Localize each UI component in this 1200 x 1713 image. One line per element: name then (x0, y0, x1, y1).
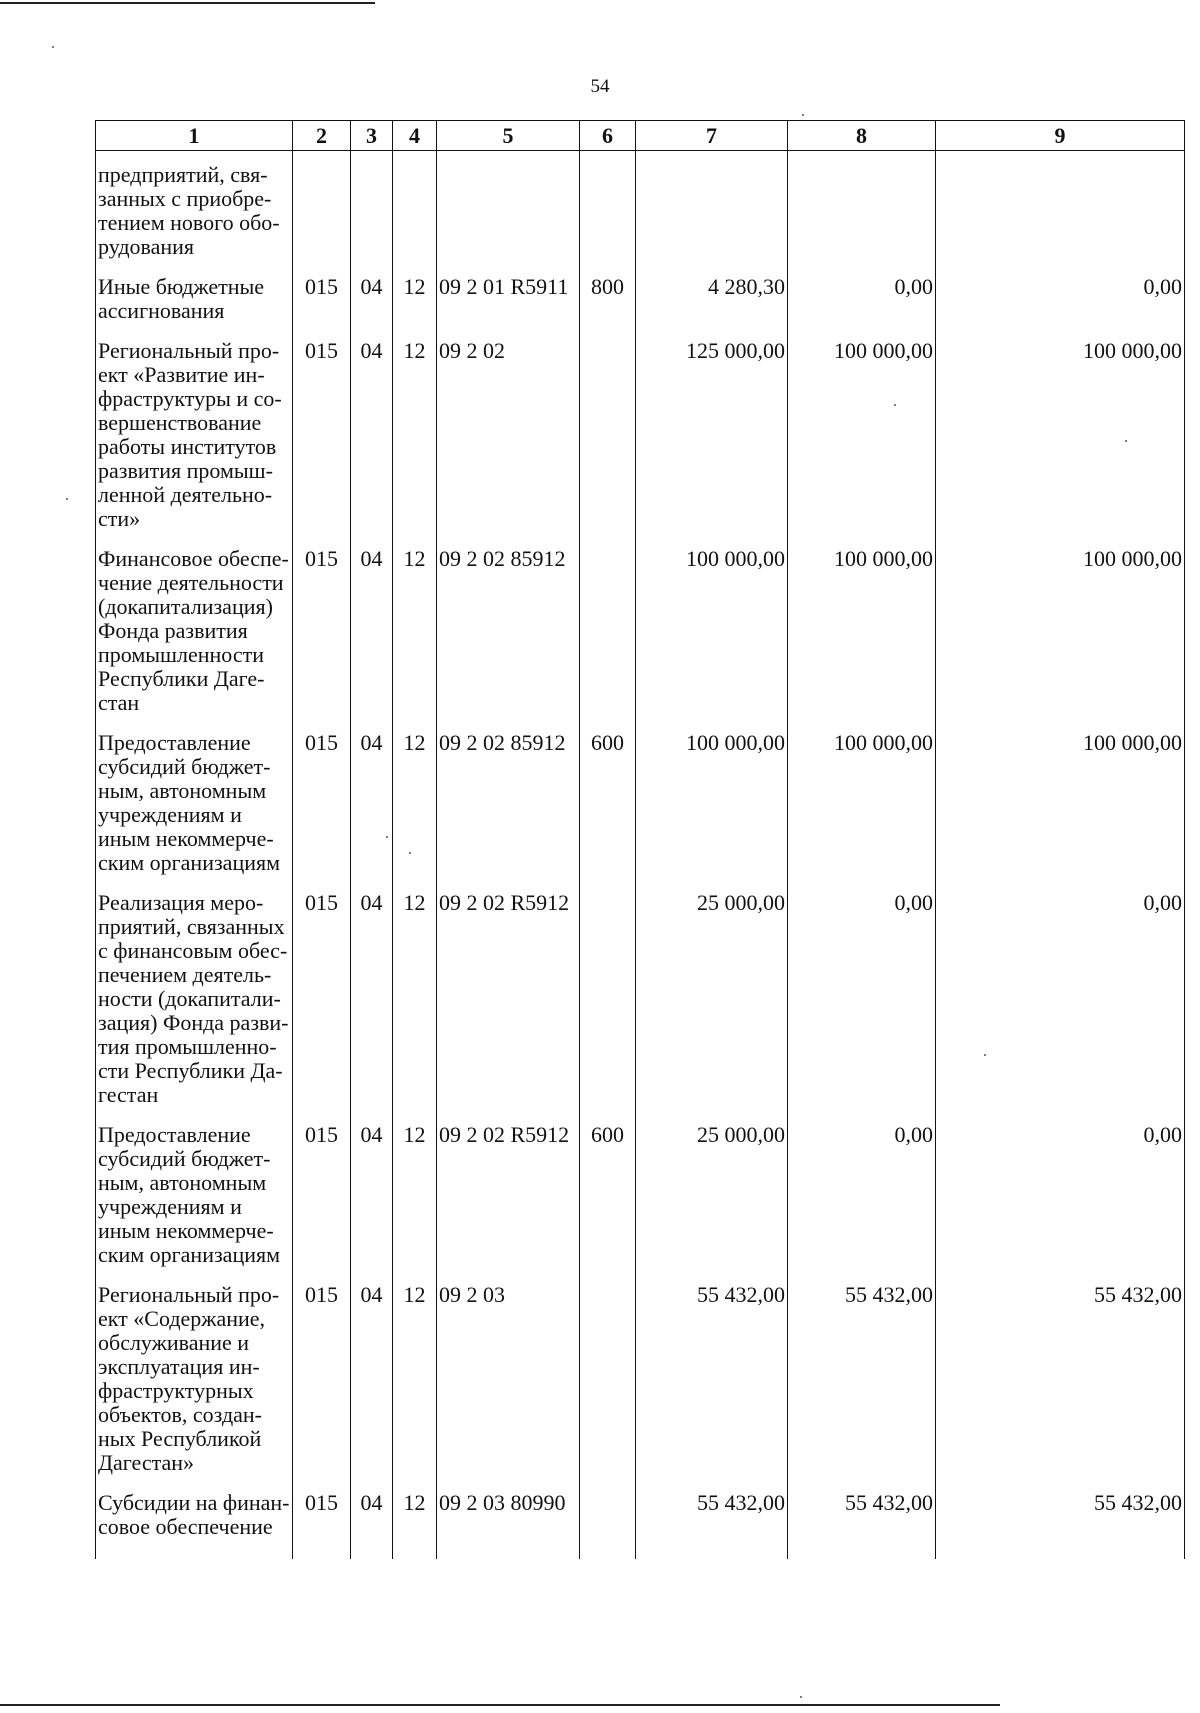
cell-section: 04 (351, 547, 393, 731)
cell-subsection: 12 (393, 891, 437, 1123)
cell-subsection: 12 (393, 339, 437, 547)
cell-section: 04 (351, 1283, 393, 1491)
scan-speck (1125, 440, 1127, 442)
cell-name: Предоставление субсидий бюджет- ным, автономным учреждениям и иным некоммерче- ским организациям (96, 1123, 293, 1283)
cell-target-article: 09 2 02 85912 (437, 731, 580, 891)
cell-name: Финансовое обеспе- чение деятельности (докапитализация) Фонда развития промышленности Республики Даге- стан (96, 547, 293, 731)
column-header: 3 (351, 121, 393, 151)
cell-target-article: 09 2 02 R5912 (437, 1123, 580, 1283)
cell-amount-col8: 0,00 (788, 891, 936, 1123)
cell-target-article: 09 2 02 R5912 (437, 891, 580, 1123)
cell-section: 04 (351, 275, 393, 339)
cell-amount-col8: 55 432,00 (788, 1491, 936, 1559)
scan-speck (66, 498, 68, 500)
column-header: 4 (393, 121, 437, 151)
cell-target-article: 09 2 01 R5911 (437, 275, 580, 339)
scan-speck (802, 114, 804, 116)
cell-expense-type: 600 (580, 1123, 636, 1283)
cell-amount-col9: 55 432,00 (936, 1283, 1185, 1491)
cell-expense-type (580, 1283, 636, 1491)
scan-speck (984, 1054, 986, 1056)
column-header: 5 (437, 121, 580, 151)
cell-ministry-code (293, 151, 351, 276)
cell-ministry-code: 015 (293, 1283, 351, 1491)
scan-edge-line-top (0, 2, 375, 4)
table-row (96, 275, 1185, 339)
cell-amount-col8: 100 000,00 (788, 339, 936, 547)
cell-amount-col8: 100 000,00 (788, 731, 936, 891)
table-row (96, 547, 1185, 731)
table-row (96, 1283, 1185, 1491)
cell-amount-col9: 100 000,00 (936, 547, 1185, 731)
cell-name: Реализация меро- приятий, связанных с финансовым обес- печением деятель- ности (докапитали- зация) Фонда разви- тия промышленно- сти Республики Да- гестан (96, 891, 293, 1123)
cell-amount-col7: 100 000,00 (636, 547, 788, 731)
table-body (96, 151, 1185, 1560)
cell-amount-col8: 100 000,00 (788, 547, 936, 731)
budget-table (95, 120, 1185, 1559)
cell-ministry-code: 015 (293, 1123, 351, 1283)
table-row (96, 151, 1185, 276)
cell-expense-type (580, 547, 636, 731)
cell-target-article (437, 151, 580, 276)
scan-speck (409, 852, 411, 854)
column-header: 1 (96, 121, 293, 151)
cell-amount-col9: 0,00 (936, 891, 1185, 1123)
cell-amount-col7 (636, 151, 788, 276)
cell-target-article: 09 2 02 85912 (437, 547, 580, 731)
cell-amount-col9: 55 432,00 (936, 1491, 1185, 1559)
cell-amount-col9: 100 000,00 (936, 731, 1185, 891)
cell-amount-col9 (936, 151, 1185, 276)
cell-amount-col7: 125 000,00 (636, 339, 788, 547)
cell-subsection: 12 (393, 1491, 437, 1559)
cell-amount-col7: 100 000,00 (636, 731, 788, 891)
cell-name: Иные бюджетные ассигнования (96, 275, 293, 339)
scan-speck (52, 46, 54, 48)
column-header: 7 (636, 121, 788, 151)
cell-amount-col8: 55 432,00 (788, 1283, 936, 1491)
cell-expense-type (580, 891, 636, 1123)
cell-name: Региональный про- ект «Развитие ин- фраструктуры и со- вершенствование работы институтов развития промыш- ленной деятельно- сти» (96, 339, 293, 547)
cell-subsection (393, 151, 437, 276)
cell-expense-type (580, 339, 636, 547)
cell-subsection: 12 (393, 547, 437, 731)
cell-target-article: 09 2 02 (437, 339, 580, 547)
cell-target-article: 09 2 03 80990 (437, 1491, 580, 1559)
table-header-row (96, 121, 1185, 151)
cell-ministry-code: 015 (293, 339, 351, 547)
cell-amount-col8: 0,00 (788, 275, 936, 339)
cell-subsection: 12 (393, 1123, 437, 1283)
cell-expense-type: 800 (580, 275, 636, 339)
cell-amount-col7: 55 432,00 (636, 1283, 788, 1491)
table-row (96, 1123, 1185, 1283)
column-header: 2 (293, 121, 351, 151)
cell-expense-type (580, 1491, 636, 1559)
column-header: 6 (580, 121, 636, 151)
cell-name: предприятий, свя- занных с приобре- тением нового обо- рудования (96, 151, 293, 276)
scan-speck (800, 1696, 802, 1698)
cell-section: 04 (351, 1123, 393, 1283)
cell-ministry-code: 015 (293, 547, 351, 731)
cell-subsection: 12 (393, 1283, 437, 1491)
cell-amount-col8 (788, 151, 936, 276)
cell-amount-col7: 4 280,30 (636, 275, 788, 339)
cell-name: Субсидии на финан- совое обеспечение (96, 1491, 293, 1559)
cell-section (351, 151, 393, 276)
scan-speck (894, 404, 896, 406)
cell-name: Региональный про- ект «Содержание, обслуживание и эксплуатация ин- фраструктурных объектов, создан- ных Республикой Дагестан» (96, 1283, 293, 1491)
table-row (96, 1491, 1185, 1559)
cell-section: 04 (351, 1491, 393, 1559)
table-row (96, 731, 1185, 891)
cell-amount-col9: 0,00 (936, 275, 1185, 339)
cell-amount-col7: 25 000,00 (636, 1123, 788, 1283)
cell-subsection: 12 (393, 731, 437, 891)
cell-ministry-code: 015 (293, 1491, 351, 1559)
cell-amount-col7: 55 432,00 (636, 1491, 788, 1559)
cell-expense-type (580, 151, 636, 276)
table-row (96, 339, 1185, 547)
column-header: 8 (788, 121, 936, 151)
cell-section: 04 (351, 891, 393, 1123)
cell-target-article: 09 2 03 (437, 1283, 580, 1491)
scan-speck (386, 836, 388, 838)
cell-amount-col7: 25 000,00 (636, 891, 788, 1123)
cell-amount-col9: 0,00 (936, 1123, 1185, 1283)
cell-expense-type: 600 (580, 731, 636, 891)
table-row (96, 891, 1185, 1123)
page-number: 54 (590, 76, 610, 97)
cell-subsection: 12 (393, 275, 437, 339)
cell-amount-col8: 0,00 (788, 1123, 936, 1283)
scan-edge-line-bottom (0, 1704, 1000, 1706)
cell-ministry-code: 015 (293, 731, 351, 891)
cell-name: Предоставление субсидий бюджет- ным, автономным учреждениям и иным некоммерче- ским организациям (96, 731, 293, 891)
column-header: 9 (936, 121, 1185, 151)
cell-section: 04 (351, 339, 393, 547)
cell-section: 04 (351, 731, 393, 891)
cell-amount-col9: 100 000,00 (936, 339, 1185, 547)
cell-ministry-code: 015 (293, 891, 351, 1123)
cell-ministry-code: 015 (293, 275, 351, 339)
